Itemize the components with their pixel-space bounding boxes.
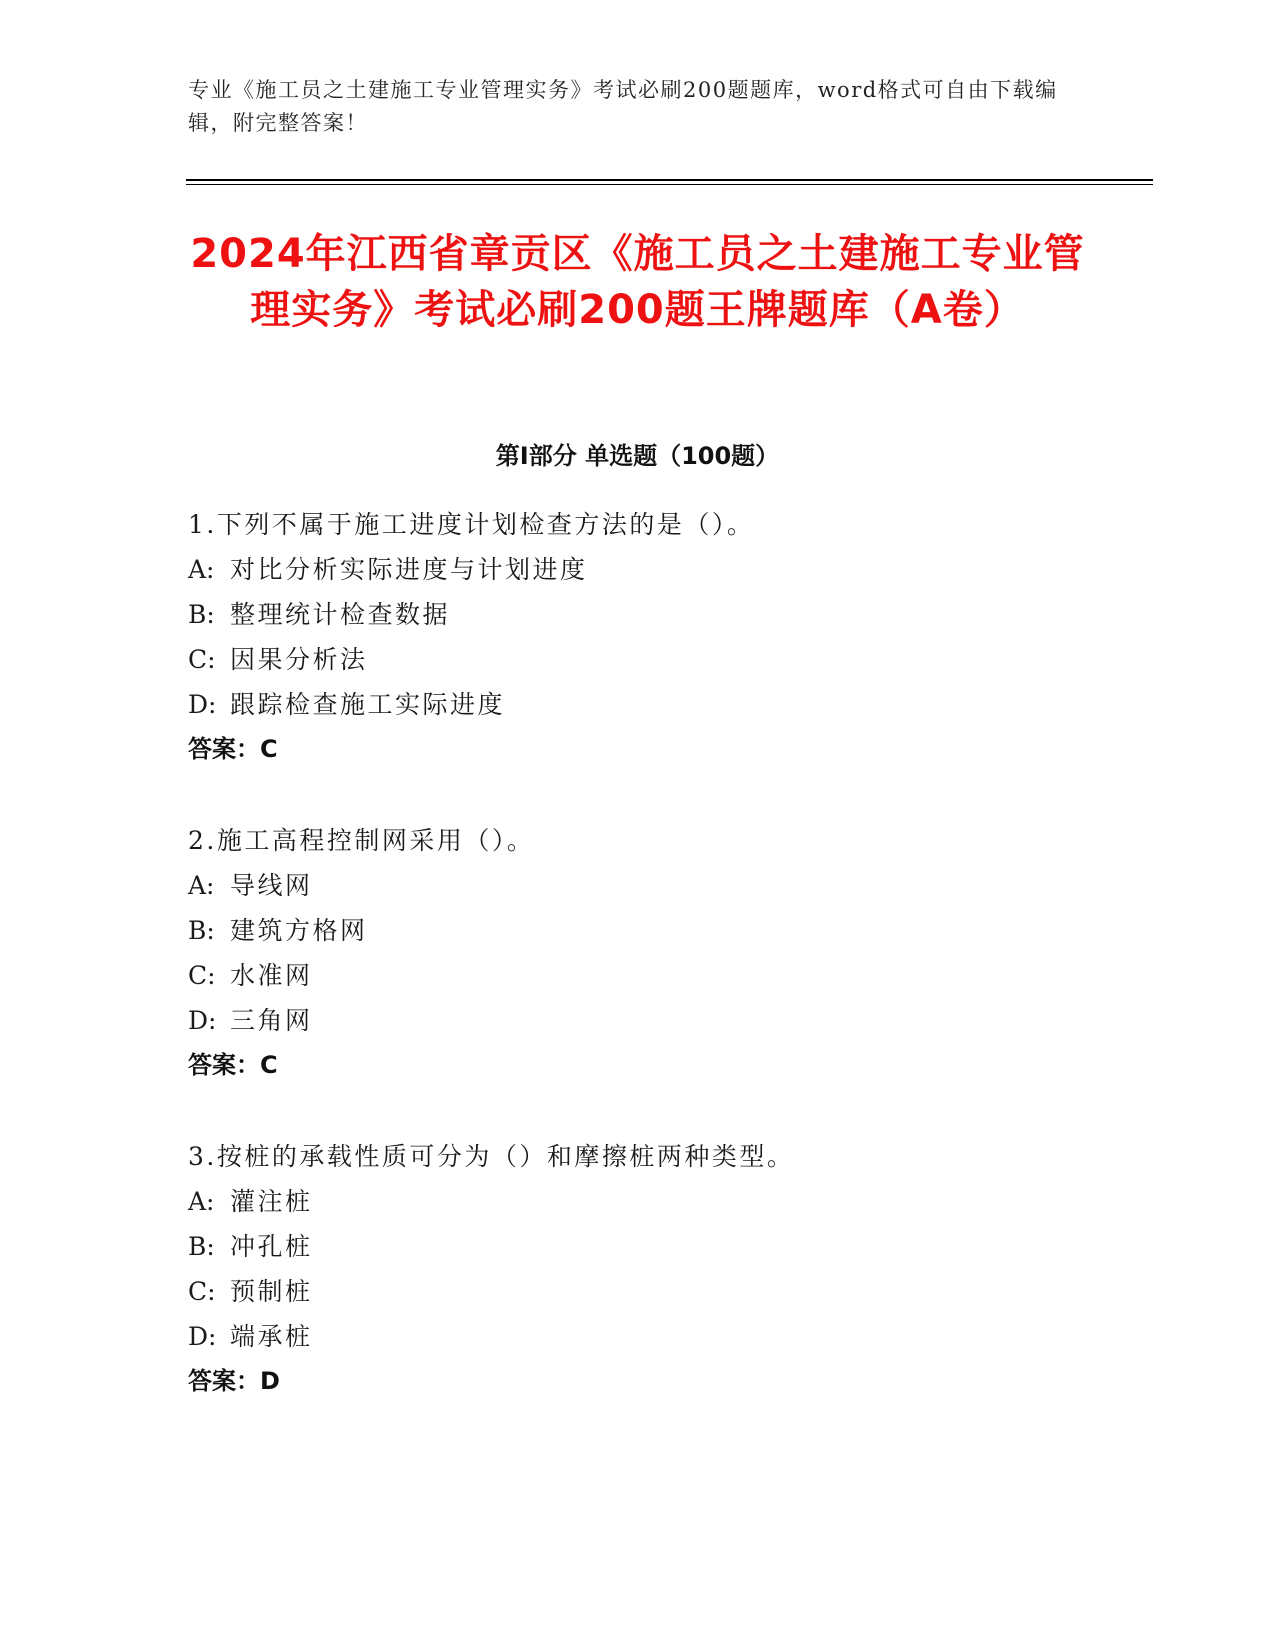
question-3 bbox=[188, 1134, 1188, 1404]
option-key: D: bbox=[188, 1006, 217, 1035]
option-b bbox=[188, 592, 1188, 637]
answer-value: C bbox=[260, 735, 278, 763]
option-key: B: bbox=[188, 600, 215, 629]
option-key: C: bbox=[188, 645, 216, 674]
question-stem: 1.下列不属于施工进度计划检查方法的是（）。 bbox=[188, 510, 755, 539]
answer-label: 答案： bbox=[188, 1051, 260, 1079]
question-1 bbox=[188, 502, 1188, 772]
option-text: 对比分析实际进度与计划进度 bbox=[230, 555, 588, 584]
option-text: 整理统计检查数据 bbox=[230, 600, 451, 629]
question-stem: 2.施工高程控制网采用（）。 bbox=[188, 826, 535, 855]
option-c bbox=[188, 953, 1188, 998]
option-a bbox=[188, 547, 1188, 592]
option-d bbox=[188, 1314, 1188, 1359]
option-c bbox=[188, 1269, 1188, 1314]
header-rule-thin bbox=[186, 184, 1153, 185]
option-a bbox=[188, 1179, 1188, 1224]
header-note: 专业《施工员之土建施工专业管理实务》考试必刷200题题库，word格式可自由下载编辑，附完整答案！ bbox=[188, 78, 1058, 135]
option-a bbox=[188, 863, 1188, 908]
question-stem: 3.按桩的承载性质可分为（）和摩擦桩两种类型。 bbox=[188, 1142, 795, 1171]
answer-line bbox=[188, 727, 1188, 772]
option-d bbox=[188, 998, 1188, 1043]
option-key: D: bbox=[188, 1322, 217, 1351]
option-key: A: bbox=[188, 555, 215, 584]
document-title: 2024年江西省章贡区《施工员之土建施工专业管理实务》考试必刷200题王牌题库（A卷） bbox=[190, 231, 1085, 333]
option-key: B: bbox=[188, 1232, 215, 1261]
option-key: A: bbox=[188, 871, 215, 900]
option-key: C: bbox=[188, 1277, 216, 1306]
option-text: 因果分析法 bbox=[230, 645, 368, 674]
header-rule-thick bbox=[186, 179, 1153, 181]
option-b bbox=[188, 1224, 1188, 1269]
option-key: C: bbox=[188, 961, 216, 990]
option-text: 端承桩 bbox=[230, 1322, 313, 1351]
section-heading: 第I部分 单选题（100题） bbox=[495, 442, 780, 470]
option-key: B: bbox=[188, 916, 215, 945]
option-text: 导线网 bbox=[230, 871, 313, 900]
answer-value: D bbox=[260, 1367, 280, 1395]
option-key: A: bbox=[188, 1187, 215, 1216]
answer-label: 答案： bbox=[188, 1367, 260, 1395]
question-2 bbox=[188, 818, 1188, 1088]
answer-line bbox=[188, 1359, 1188, 1404]
option-text: 预制桩 bbox=[230, 1277, 313, 1306]
option-b bbox=[188, 908, 1188, 953]
answer-label: 答案： bbox=[188, 735, 260, 763]
option-key: D: bbox=[188, 690, 217, 719]
option-text: 跟踪检查施工实际进度 bbox=[230, 690, 506, 719]
option-d bbox=[188, 682, 1188, 727]
option-text: 冲孔桩 bbox=[230, 1232, 313, 1261]
option-text: 水准网 bbox=[230, 961, 313, 990]
answer-line bbox=[188, 1043, 1188, 1088]
option-c bbox=[188, 637, 1188, 682]
answer-value: C bbox=[260, 1051, 278, 1079]
option-text: 灌注桩 bbox=[230, 1187, 313, 1216]
option-text: 三角网 bbox=[230, 1006, 313, 1035]
option-text: 建筑方格网 bbox=[230, 916, 368, 945]
